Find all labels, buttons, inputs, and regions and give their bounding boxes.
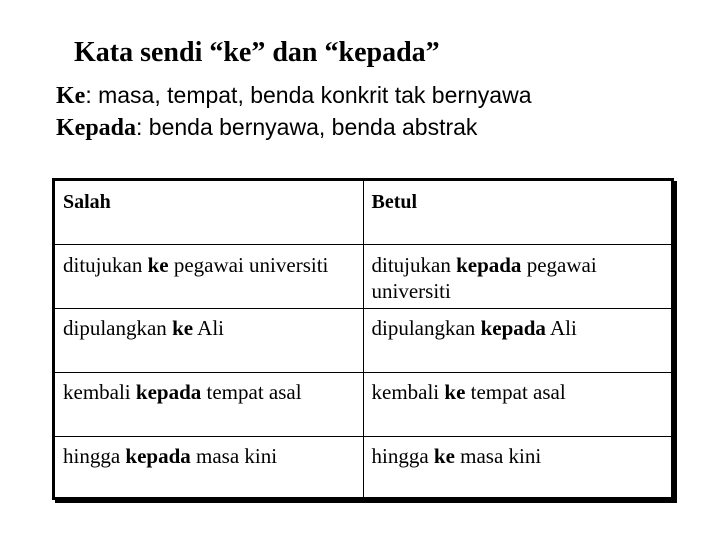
- cell-preposition: ke: [444, 379, 466, 404]
- cell-text: ditujukan: [63, 252, 148, 277]
- cell-text: dipulangkan: [63, 315, 173, 340]
- cell-text: hingga: [371, 443, 434, 468]
- cell-text: ditujukan: [371, 252, 457, 277]
- definition-text: benda bernyawa, benda abstrak: [148, 114, 478, 140]
- cell-preposition: kepada: [135, 379, 202, 404]
- cell-betul: [363, 308, 671, 372]
- cell-text: pegawai universiti: [168, 252, 329, 277]
- cell-salah: [55, 372, 363, 436]
- cell-text: Ali: [545, 315, 577, 340]
- cell-preposition: ke: [147, 252, 169, 277]
- cell-betul: [363, 244, 671, 308]
- cell-text: hingga: [63, 443, 126, 468]
- table-header-row: [55, 181, 671, 244]
- table-row: [55, 244, 671, 308]
- table-row: [55, 436, 671, 500]
- cell-salah: [55, 308, 363, 372]
- cell-salah: [55, 436, 363, 500]
- page-title: Kata sendi “ke” dan “kepada”: [74, 37, 440, 68]
- cell-preposition: ke: [433, 443, 455, 468]
- header-betul: Betul: [363, 181, 671, 244]
- definition-text: masa, tempat, benda konkrit tak bernyawa: [98, 82, 532, 108]
- cell-text: kembali: [63, 379, 136, 404]
- cell-text: Ali: [193, 315, 224, 340]
- definition-term: Ke: [56, 83, 86, 109]
- comparison-table: [52, 178, 674, 500]
- cell-preposition: ke: [172, 315, 194, 340]
- cell-text: masa kini: [454, 443, 542, 468]
- definition-kepada: [56, 113, 477, 142]
- cell-salah: [55, 244, 363, 308]
- definition-ke: [56, 81, 532, 110]
- cell-text: tempat asal: [465, 379, 566, 404]
- header-salah: Salah: [55, 181, 363, 244]
- cell-text: tempat asal: [201, 379, 302, 404]
- table-row: [55, 372, 671, 436]
- definition-separator: :: [136, 114, 149, 140]
- cell-text: pegawai universiti: [371, 252, 597, 303]
- cell-text: kembali: [371, 379, 445, 404]
- cell-betul: [363, 372, 671, 436]
- definition-term: Kepada: [56, 115, 137, 141]
- cell-betul: [363, 436, 671, 500]
- cell-preposition: kepada: [125, 443, 191, 468]
- table-row: [55, 308, 671, 372]
- cell-text: masa kini: [190, 443, 278, 468]
- cell-preposition: kepada: [456, 252, 522, 277]
- definition-separator: :: [85, 82, 99, 108]
- cell-preposition: kepada: [480, 315, 546, 340]
- cell-text: dipulangkan: [371, 315, 481, 340]
